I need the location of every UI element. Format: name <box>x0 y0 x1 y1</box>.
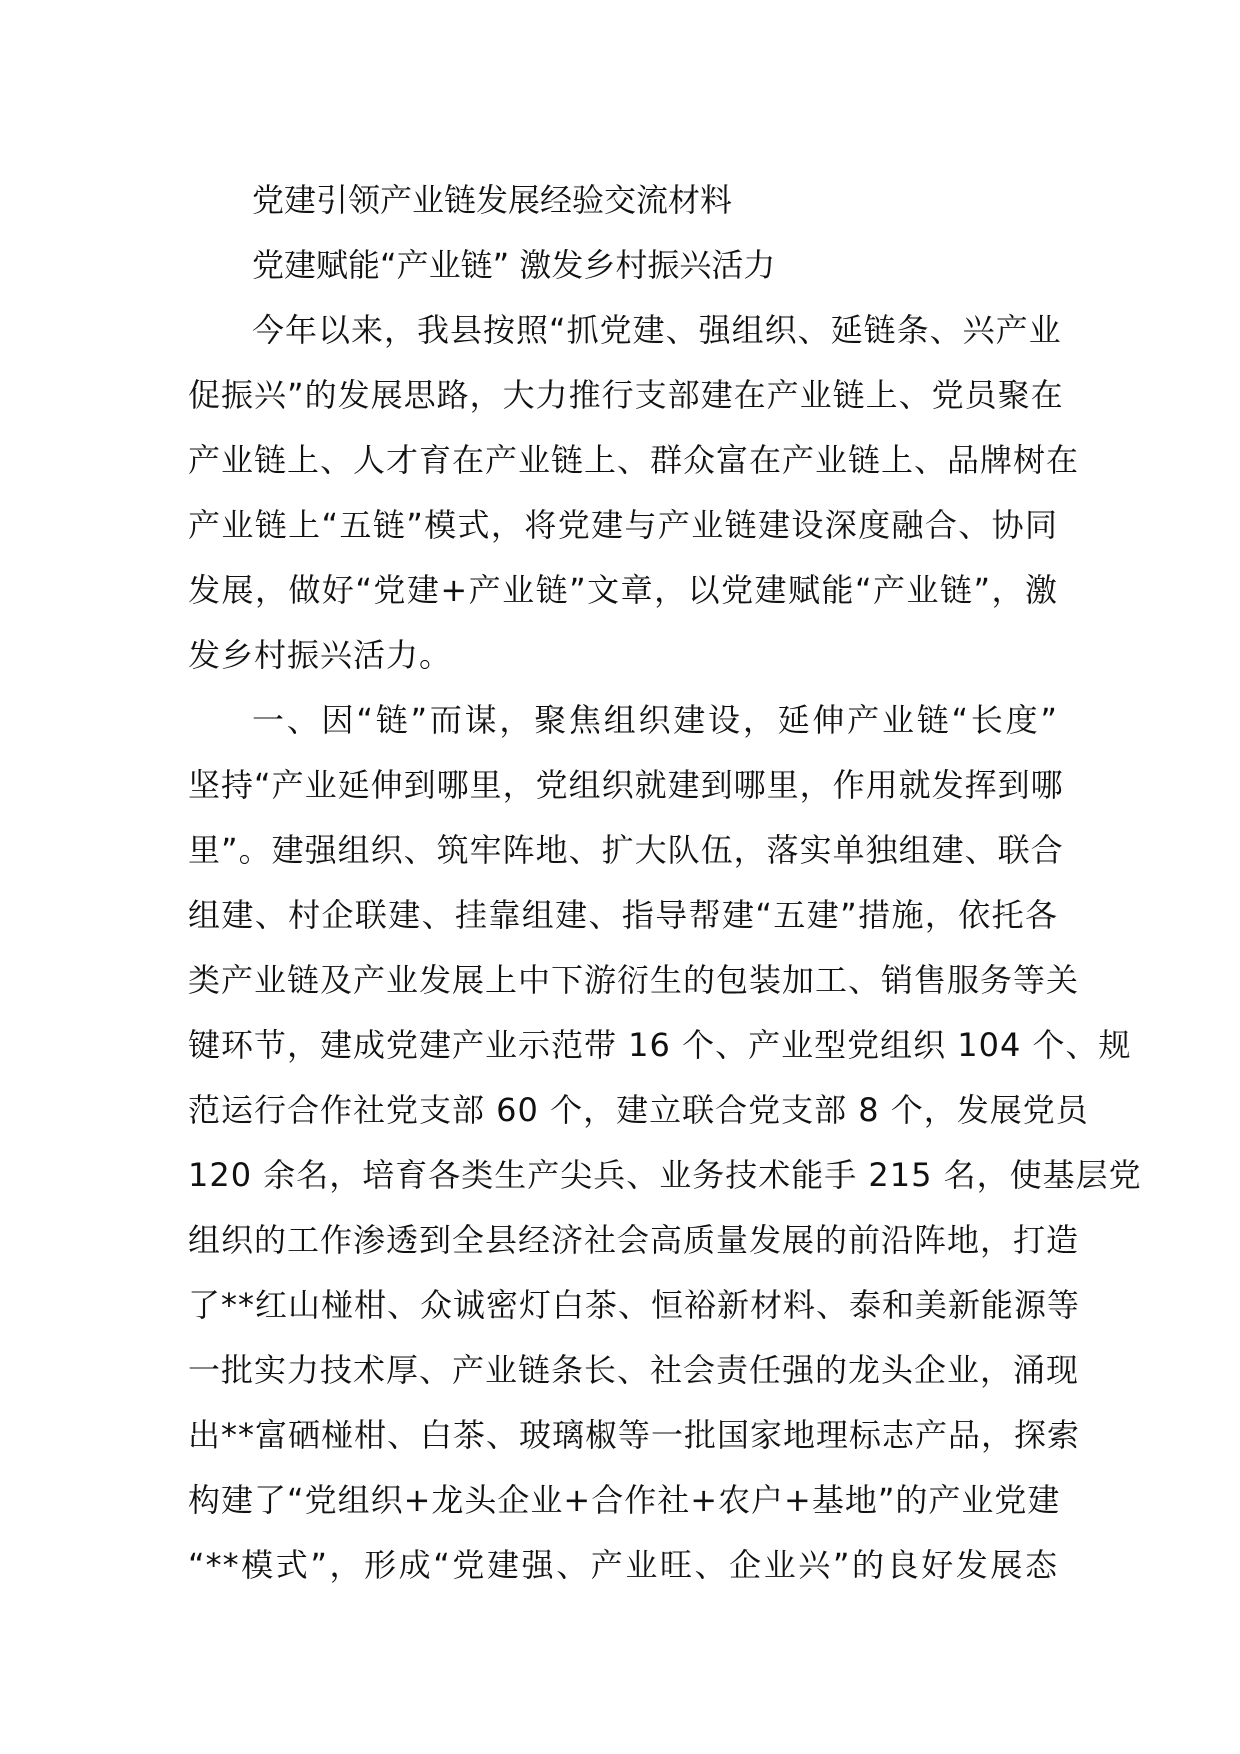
text-line: 发乡村振兴活力。 <box>188 636 453 674</box>
text-line: “**模式”，形成“党建强、产业旺、企业兴”的良好发展态 <box>188 1546 1058 1584</box>
section-heading <box>188 688 1058 753</box>
text-line: 坚持“产业延伸到哪里，党组织就建到哪里，作用就发挥到哪 <box>188 766 1064 804</box>
text-line: 今年以来，我县按照“抓党建、强组织、延链条、兴产业 <box>252 311 1062 349</box>
text-line: 产业链上“五链”模式，将党建与产业链建设深度融合、协同 <box>188 506 1058 544</box>
paragraph-intro <box>188 298 1080 688</box>
document-subtitle: 党建赋能“产业链” 激发乡村振兴活力 <box>252 246 776 284</box>
text-line: 发展，做好“党建+产业链”文章，以党建赋能“产业链”，激 <box>188 571 1058 609</box>
paragraph-section-one <box>188 753 1142 1598</box>
text-line: 一批实力技术厚、产业链条长、社会责任强的龙头企业，涌现 <box>188 1351 1080 1389</box>
text-line: 出**富硒椪柑、白茶、玻璃椒等一批国家地理标志产品，探索 <box>188 1416 1081 1454</box>
text-line: 组织的工作渗透到全县经济社会高质量发展的前沿阵地，打造 <box>188 1221 1080 1259</box>
text-line: 促振兴”的发展思路，大力推行支部建在产业链上、党员聚在 <box>188 376 1064 414</box>
text-line: 构建了“党组织+龙头企业+合作社+农户+基地”的产业党建 <box>188 1481 1061 1519</box>
section-heading-text: 一、因“链”而谋，聚焦组织建设，延伸产业链“长度” <box>252 701 1058 739</box>
text-line: 产业链上、人才育在产业链上、群众富在产业链上、品牌树在 <box>188 441 1080 479</box>
text-line: 组建、村企联建、挂靠组建、指导帮建“五建”措施，依托各 <box>188 896 1058 934</box>
text-line: 范运行合作社党支部 60 个，建立联合党支部 8 个，发展党员 <box>188 1091 1089 1129</box>
document-body <box>188 168 1142 1598</box>
text-line: 键环节，建成党建产业示范带 16 个、产业型党组织 104 个、规 <box>188 1026 1132 1064</box>
document-title: 党建引领产业链发展经验交流材料 <box>252 181 733 219</box>
text-line: 类产业链及产业发展上中下游衍生的包装加工、销售服务等关 <box>188 961 1080 999</box>
text-line: 120 余名，培育各类生产尖兵、业务技术能手 215 名，使基层党 <box>188 1156 1142 1194</box>
text-line: 里”。建强组织、筑牢阵地、扩大队伍，落实单独组建、联合 <box>188 831 1064 869</box>
text-line: 了**红山椪柑、众诚密灯白茶、恒裕新材料、泰和美新能源等 <box>188 1286 1081 1324</box>
